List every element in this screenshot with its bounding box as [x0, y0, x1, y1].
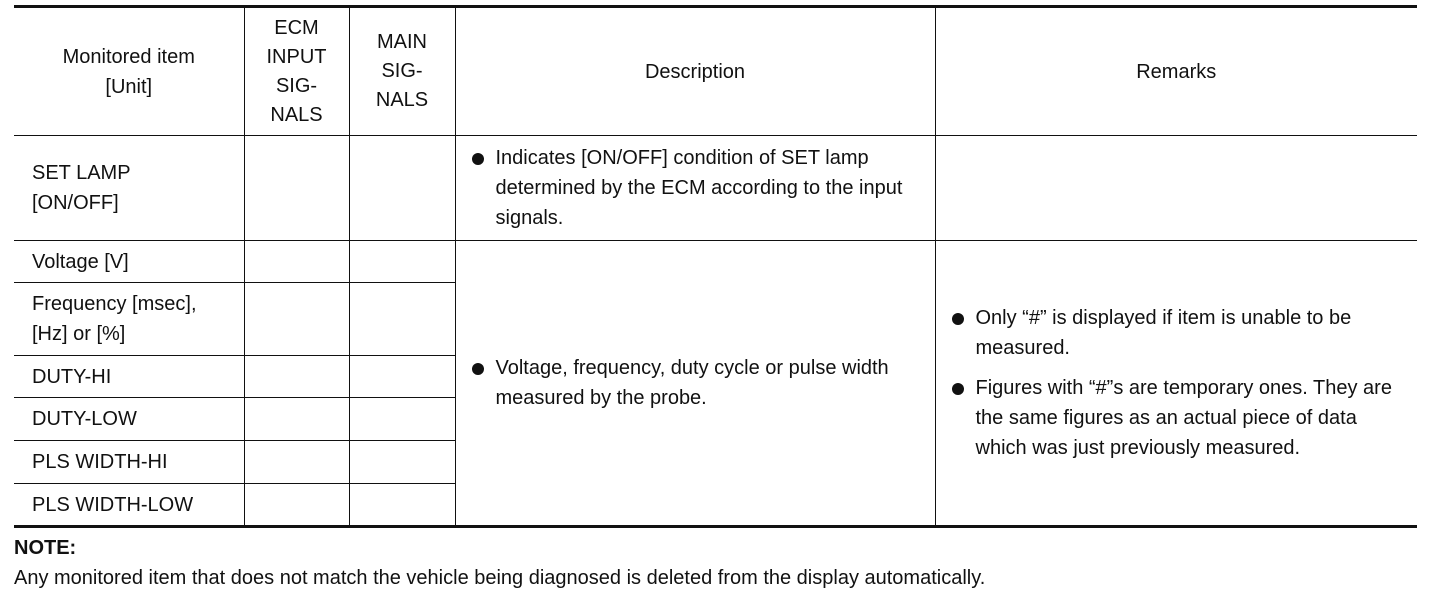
bullet-icon [952, 313, 964, 325]
description-set-lamp: Indicates [ON/OFF] condition of SET lamp determined by the ECM according to the input signals. [495, 147, 903, 229]
ecm-cell [244, 356, 349, 398]
bullet-icon [472, 363, 484, 375]
bullet-item [950, 303, 1402, 363]
description-probe-cell [455, 241, 935, 527]
header-main-signals: MAIN SIG- NALS [349, 7, 455, 136]
header-monitored-item: Monitored item [Unit] [14, 7, 244, 136]
main-cell [349, 283, 455, 356]
ecm-cell [244, 283, 349, 356]
table-row-voltage [14, 241, 1417, 283]
note-block [14, 533, 985, 593]
note-text: Any monitored item that does not match the vehicle being diagnosed is deleted from the display automatically. [14, 567, 986, 589]
item-pls-width-hi: PLS WIDTH-HI [14, 441, 244, 484]
note-title: NOTE: [14, 537, 77, 559]
monitor-table [14, 5, 1417, 528]
remarks-probe-cell [935, 241, 1417, 527]
item-set-lamp: SET LAMP [ON/OFF] [14, 136, 244, 241]
item-voltage: Voltage [V] [14, 241, 244, 283]
remark-unmeasurable: Only “#” is displayed if item is unable to be measured. [975, 307, 1352, 359]
main-cell [349, 136, 455, 241]
ecm-cell [244, 398, 349, 441]
ecm-cell [244, 441, 349, 484]
main-cell [349, 398, 455, 441]
description-set-lamp-cell [455, 136, 935, 241]
item-duty-low: DUTY-LOW [14, 398, 244, 441]
bullet-icon [952, 383, 964, 395]
item-frequency: Frequency [msec], [Hz] or [%] [14, 283, 244, 356]
description-probe: Voltage, frequency, duty cycle or pulse width measured by the probe. [495, 357, 889, 409]
remarks-set-lamp-cell [935, 136, 1417, 241]
ecm-cell [244, 484, 349, 527]
main-cell [349, 484, 455, 527]
remark-temporary-figures: Figures with “#”s are temporary ones. They are the same figures as an actual piece of data which was just previously measured. [975, 377, 1392, 459]
table-header-row [14, 7, 1417, 136]
header-description: Description [455, 7, 935, 136]
table-row-set-lamp [14, 136, 1417, 241]
bullet-item [470, 143, 919, 233]
ecm-cell [244, 136, 349, 241]
item-duty-hi: DUTY-HI [14, 356, 244, 398]
bullet-item [950, 373, 1402, 463]
header-remarks: Remarks [935, 7, 1417, 136]
main-cell [349, 441, 455, 484]
main-cell [349, 356, 455, 398]
main-cell [349, 241, 455, 283]
ecm-cell [244, 241, 349, 283]
bullet-item [470, 353, 919, 413]
item-pls-width-low: PLS WIDTH-LOW [14, 484, 244, 527]
header-ecm-input-signals: ECM INPUT SIG- NALS [244, 7, 349, 136]
bullet-icon [472, 153, 484, 165]
